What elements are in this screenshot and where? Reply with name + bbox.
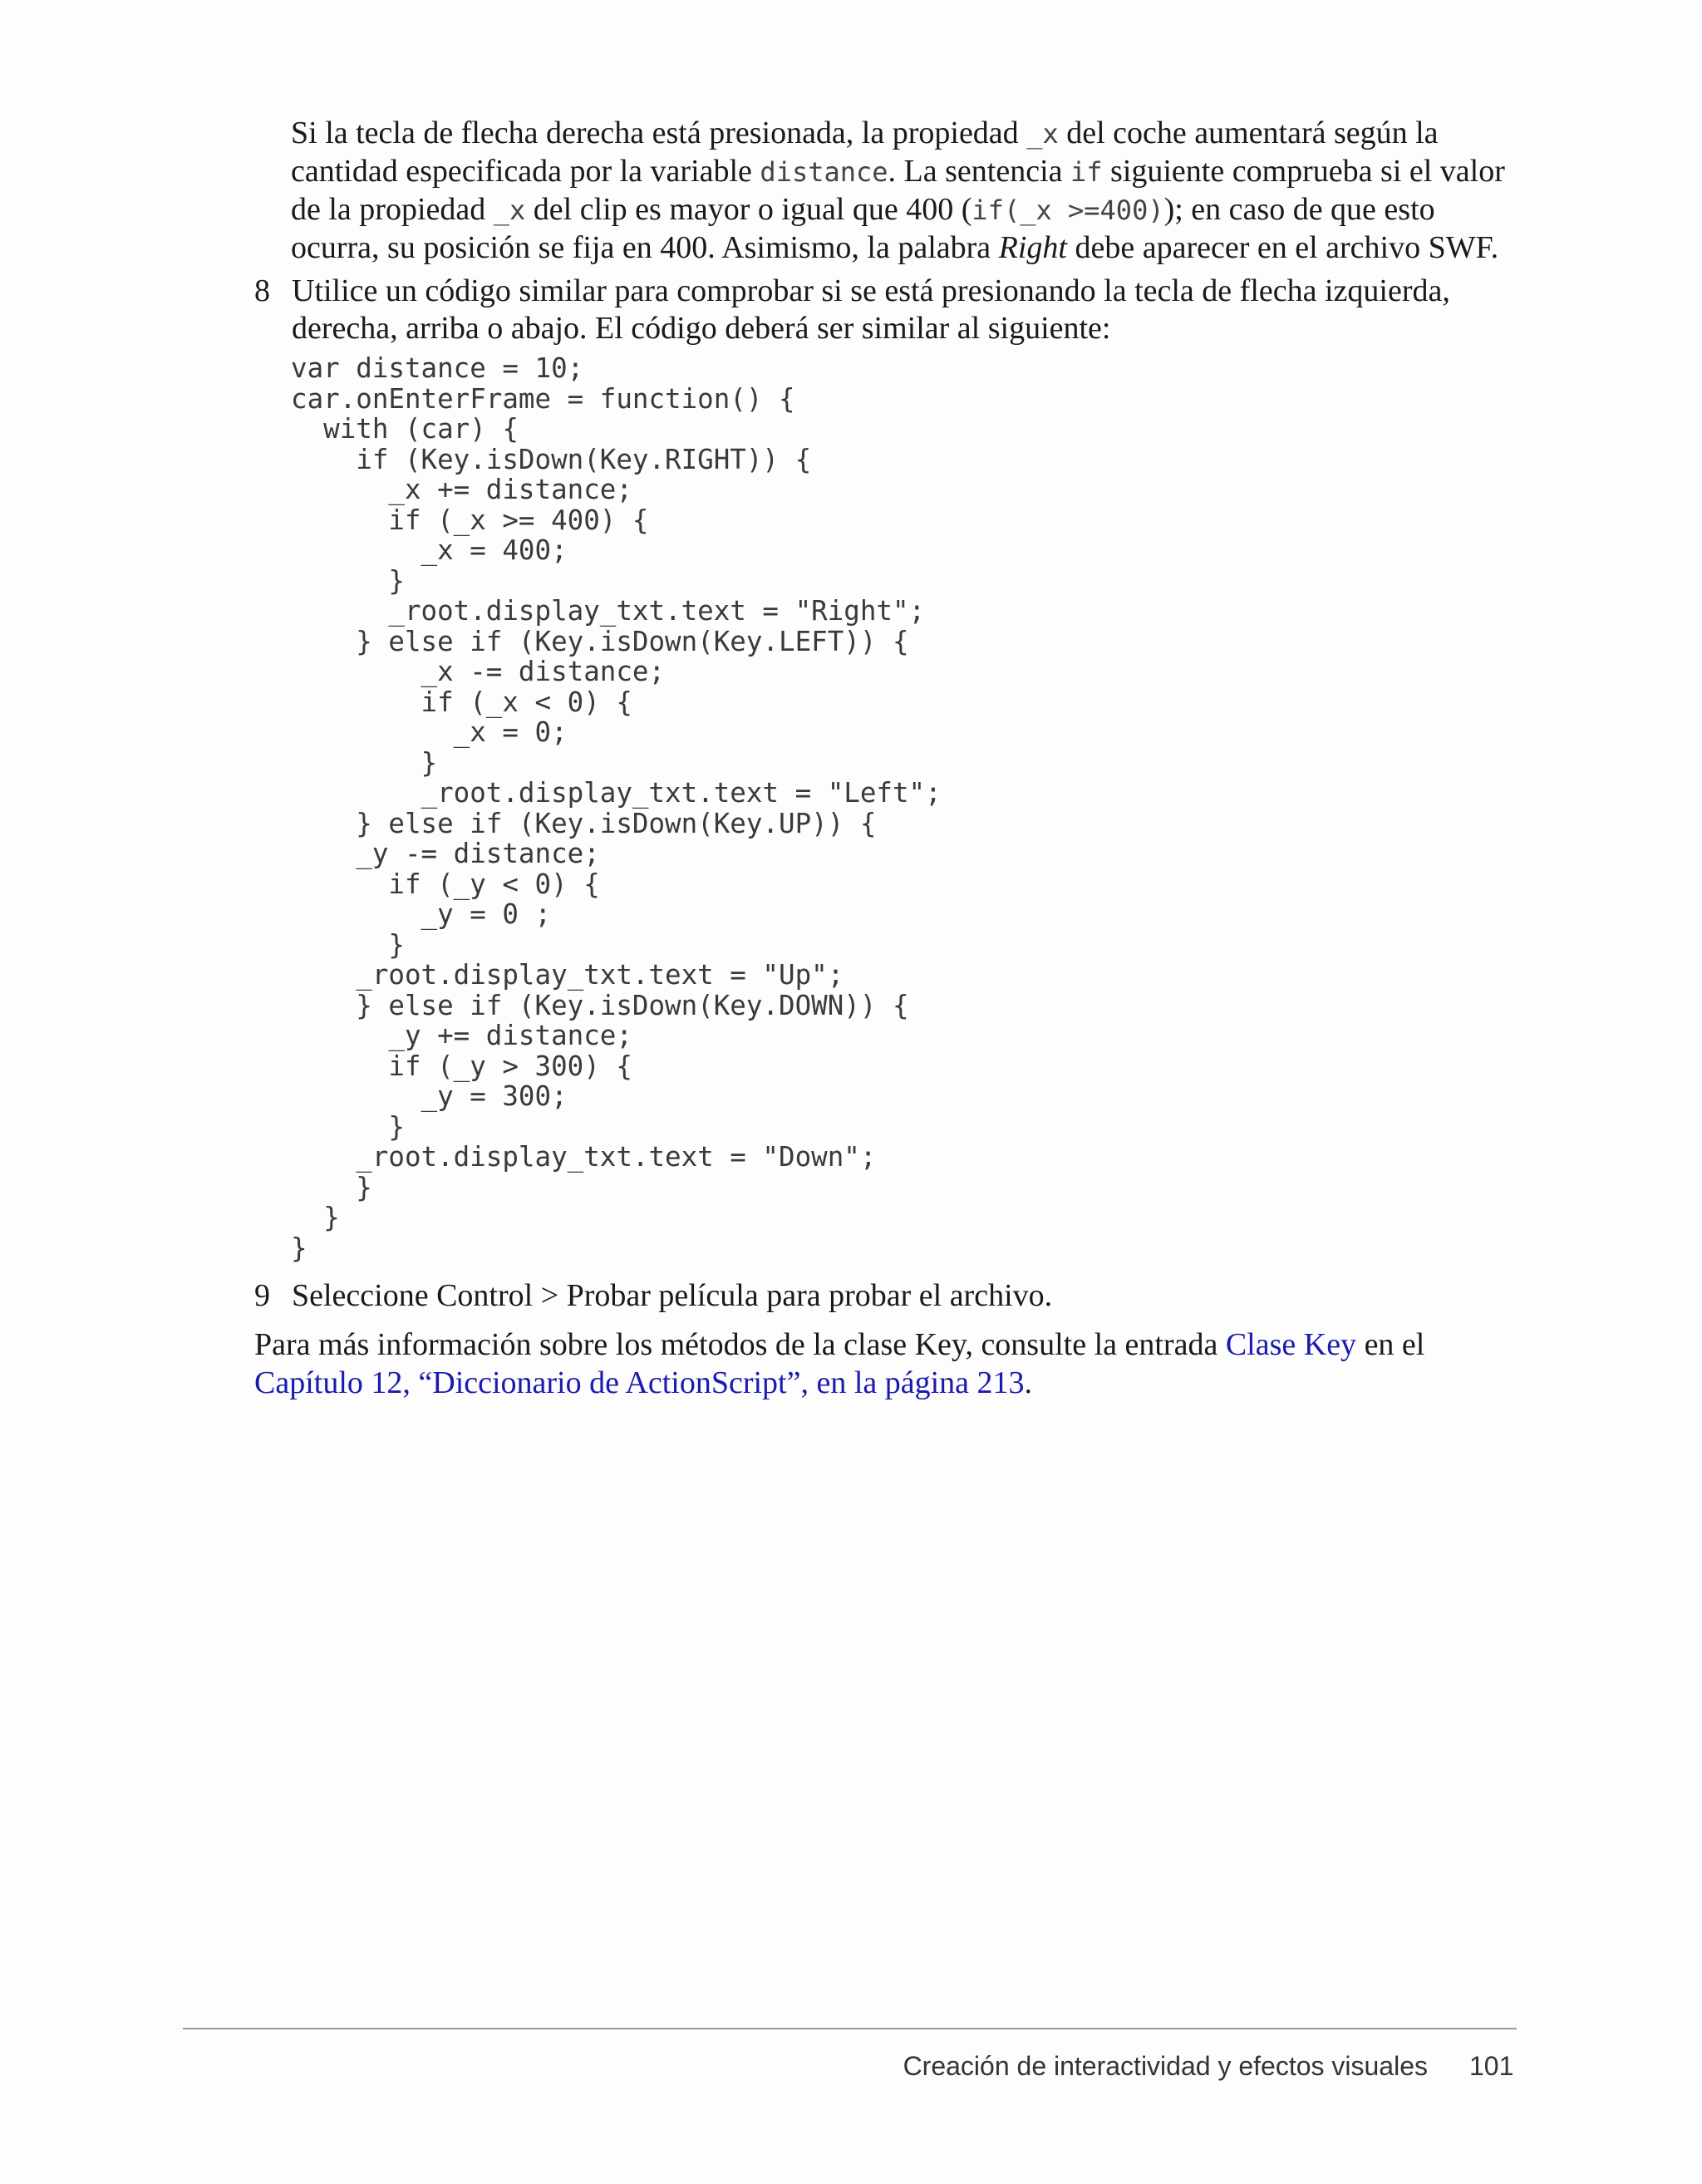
code-line: _x -= distance; — [291, 656, 666, 687]
code-line: _y = 0 ; — [291, 898, 552, 930]
code-line: } else if (Key.isDown(Key.DOWN)) { — [291, 989, 909, 1021]
code-line: if (_y < 0) { — [291, 868, 600, 900]
code-line: if (Key.isDown(Key.RIGHT)) { — [291, 443, 812, 475]
code-line: _x += distance; — [291, 474, 632, 505]
closing-text: Para más información sobre los métodos de la clase Key, consulte la entrada — [254, 1327, 1226, 1362]
link-clase-key[interactable]: Clase Key — [1225, 1327, 1357, 1362]
code-line: } — [291, 928, 405, 961]
code-line: _y -= distance; — [291, 838, 600, 869]
inline-code: distance — [760, 156, 888, 188]
closing-text: . — [1024, 1365, 1033, 1400]
code-line: } — [291, 1232, 307, 1264]
code-line: _y += distance; — [291, 1020, 632, 1051]
code-line: if (_y > 300) { — [291, 1050, 632, 1082]
step-text: Utilice un código similar para comprobar si se está presionando la tecla de flecha izquierda, derecha, arriba o abajo. El código deberá ser similar al siguiente: — [292, 273, 1450, 346]
code-line: _root.display_txt.text = "Down"; — [291, 1141, 877, 1173]
intro-text: Si la tecla de flecha derecha está presionada, la propiedad — [291, 116, 1027, 150]
inline-code: _x — [1026, 118, 1059, 150]
code-line: } — [291, 1202, 340, 1233]
intro-text: debe aparecer en el archivo SWF. — [1066, 230, 1499, 265]
code-line: } — [291, 746, 438, 779]
step-number: 8 — [254, 273, 270, 308]
code-line: _root.display_txt.text = "Left"; — [291, 777, 942, 809]
code-line: } else if (Key.isDown(Key.UP)) { — [291, 807, 877, 839]
code-line: var distance = 10; — [291, 352, 584, 384]
step-number: 9 — [254, 1278, 270, 1313]
page-number: 101 — [1469, 2051, 1514, 2081]
code-line: _root.display_txt.text = "Right"; — [291, 595, 926, 627]
intro-text: siguiente comprueba si el valor de la propiedad — [291, 154, 1505, 227]
code-line: _x = 400; — [291, 534, 568, 566]
intro-paragraph — [291, 115, 1521, 267]
code-line: car.onEnterFrame = function() { — [291, 382, 795, 415]
footer-divider — [183, 2028, 1517, 2029]
inline-code: _x — [493, 194, 526, 226]
link-capitulo-12[interactable]: Capítulo 12, “Diccionario de ActionScript”, en la página 213 — [254, 1365, 1025, 1400]
intro-text: . La sentencia — [888, 154, 1070, 189]
code-line: } — [291, 564, 405, 597]
code-line: _root.display_txt.text = "Up"; — [291, 959, 844, 991]
inline-code: if(_x >=400) — [972, 194, 1164, 226]
footer-section-title: Creación de interactividad y efectos visuales — [903, 2051, 1428, 2081]
closing-text: en el — [1356, 1327, 1425, 1362]
code-line: _x = 0; — [291, 716, 568, 748]
code-line: with (car) { — [291, 413, 519, 445]
intro-text: ); en caso de que esto ocurra, su posición se fija en 400. Asimismo, la palabra — [291, 192, 1435, 265]
code-listing — [291, 353, 942, 1263]
step-text: Seleccione Control > Probar película para probar el archivo. — [292, 1278, 1053, 1313]
intro-text: del clip es mayor o igual que 400 ( — [525, 192, 972, 227]
code-line: _y = 300; — [291, 1080, 568, 1112]
code-line: } — [291, 1171, 372, 1203]
closing-paragraph — [254, 1326, 1526, 1402]
code-line: if (_x < 0) { — [291, 686, 632, 718]
inline-code: if — [1070, 156, 1103, 188]
code-line: } — [291, 1110, 405, 1143]
code-line: if (_x >= 400) { — [291, 504, 649, 536]
emphasis-right: Right — [998, 230, 1067, 265]
intro-text: del coche aumentará según la cantidad especificada por la variable — [291, 116, 1439, 189]
code-line: } else if (Key.isDown(Key.LEFT)) { — [291, 625, 909, 657]
